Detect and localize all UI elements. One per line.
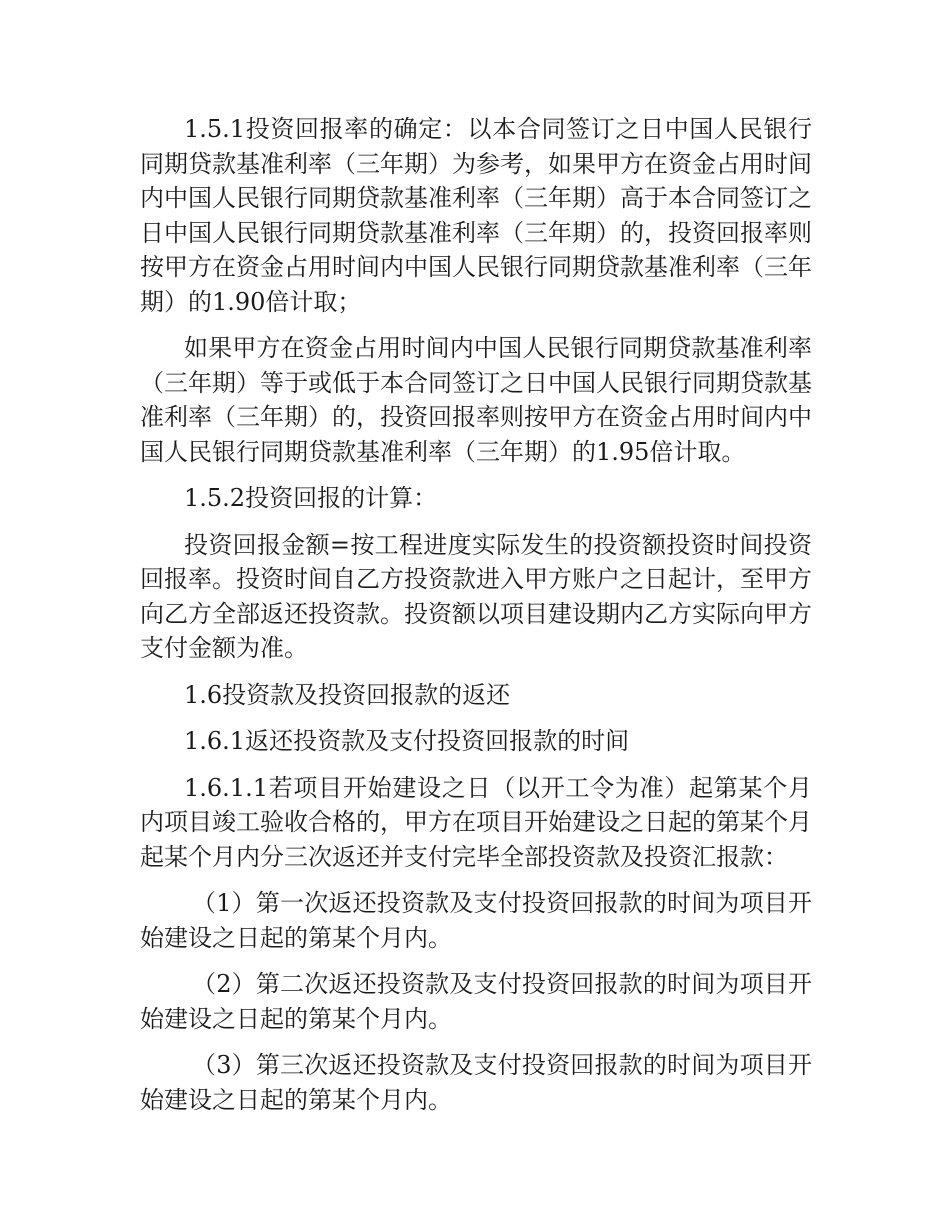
heading-1-5-2: 1.5.2投资回报的计算：	[184, 484, 438, 512]
list-item-first-return: （1）第一次返还投资款及支付投资回报款的时间为项目开始建设之日起的第某个月内。	[140, 889, 812, 952]
list-item-second-return: （2）第二次返还投资款及支付投资回报款的时间为项目开始建设之日起的第某个月内。	[140, 970, 812, 1033]
paragraph-rate-lower: 如果甲方在资金占用时间内中国人民银行同期贷款基准利率（三年期）等于或低于本合同签订之日中国人民银行同期贷款基准利率（三年期）的，投资回报率则按甲方在资金占用时间内中国人民银行同期贷款基准利率（三年期）的1.95倍计取。	[140, 334, 812, 466]
list-item-third-return: （3）第三次返还投资款及支付投资回报款的时间为项目开始建设之日起的第某个月内。	[140, 1051, 812, 1114]
paragraph-1-6-1-1: 1.6.1.1若项目开始建设之日（以开工令为准）起第某个月内项目竣工验收合格的，甲方在项目开始建设之日起的第某个月起某个月内分三次返还并支付完毕全部投资款及投资汇报款：	[140, 773, 812, 871]
document-page	[140, 112, 812, 1129]
heading-1-6-1: 1.6.1返还投资款及支付投资回报款的时间	[184, 727, 630, 755]
heading-1-6: 1.6投资款及投资回报款的返还	[184, 680, 511, 709]
paragraph-return-calculation: 投资回报金额=按工程进度实际发生的投资额投资时间投资回报率。投资时间自乙方投资款进入甲方账户之日起计，至甲方向乙方全部返还投资款。投资额以项目建设期内乙方实际向甲方支付金额为准。	[140, 530, 812, 662]
paragraph-1-5-1: 1.5.1投资回报率的确定：以本合同签订之日中国人民银行同期贷款基准利率（三年期）为参考，如果甲方在资金占用时间内中国人民银行同期贷款基准利率（三年期）高于本合同签订之日中国人民银行同期贷款基准利率（三年期）的，投资回报率则按甲方在资金占用时间内中国人民银行同期贷款基准利率（三年期）的1.90倍计取；	[140, 115, 812, 316]
